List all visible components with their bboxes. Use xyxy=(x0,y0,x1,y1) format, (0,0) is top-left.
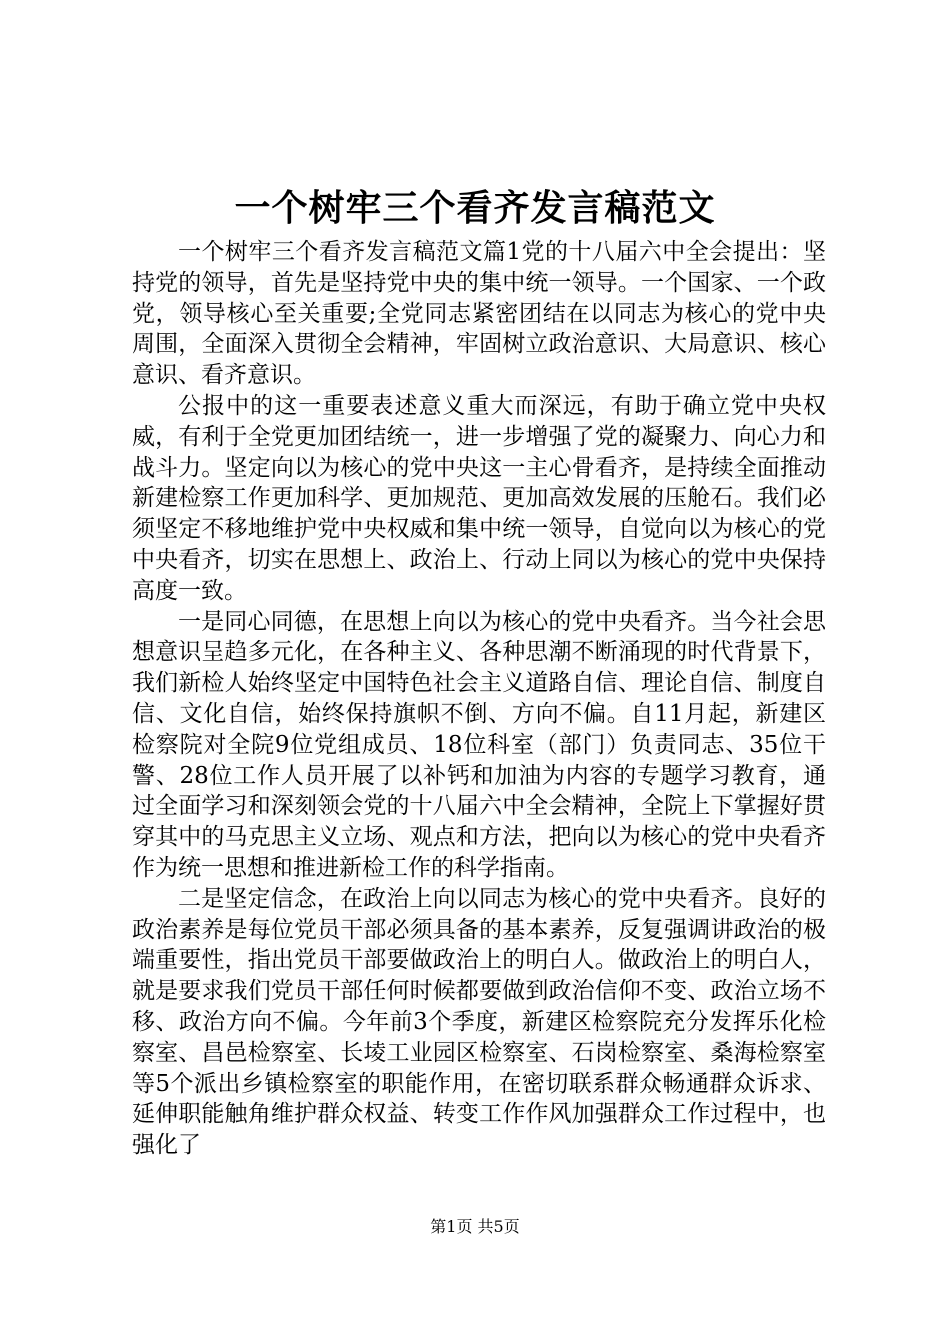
document-body xyxy=(132,237,826,1161)
document-title: 一个树牢三个看齐发言稿范文 xyxy=(234,187,716,229)
page-number: 第1页 xyxy=(430,1217,473,1236)
paragraph: 一是同心同德，在思想上向以为核心的党中央看齐。当今社会思想意识呈趋多元化，在各种主义、各种思潮不断涌现的时代背景下，我们新检人始终坚定中国特色社会主义道路自信、理论自信、制度自信、文化自信，始终保持旗帜不倒、方向不偏。自11月起，新建区检察院对全院9位党组成员、18位科室（部门）负责同志、35位干警、28位工作人员开展了以补钙和加油为内容的专题学习教育，通过全面学习和深刻领会党的十八届六中全会精神，全院上下掌握好贯穿其中的马克思主义立场、观点和方法，把向以为核心的党中央看齐作为统一思想和推进新检工作的科学指南。 xyxy=(132,608,826,881)
paragraph: 公报中的这一重要表述意义重大而深远，有助于确立党中央权威，有利于全党更加团结统一，进一步增强了党的凝聚力、向心力和战斗力。坚定向以为核心的党中央这一主心骨看齐，是持续全面推动新建检察工作更加科学、更加规范、更加高效发展的压舱石。我们必须坚定不移地维护党中央权威和集中统一领导，自觉向以为核心的党中央看齐，切实在思想上、政治上、行动上同以为核心的党中央保持高度一致。 xyxy=(132,392,826,604)
paragraph: 一个树牢三个看齐发言稿范文篇1党的十八届六中全会提出：坚持党的领导，首先是坚持党中央的集中统一领导。一个国家、一个政党，领导核心至关重要;全党同志紧密团结在以同志为核心的党中央周围，全面深入贯彻全会精神，牢固树立政治意识、大局意识、核心意识、看齐意识。 xyxy=(132,239,826,389)
paragraph: 二是坚定信念，在政治上向以同志为核心的党中央看齐。良好的政治素养是每位党员干部必须具备的基本素养，反复强调讲政治的极端重要性，指出党员干部要做政治上的明白人。做政治上的明白人，就是要求我们党员干部任何时候都要做到政治信仰不变、政治立场不移、政治方向不偏。今年前3个季度，新建区检察院充分发挥乐化检察室、昌邑检察室、长堎工业园区检察室、石岗检察室、桑海检察室等5个派出乡镇检察室的职能作用，在密切联系群众畅通群众诉求、延伸职能触角维护群众权益、转变工作作风加强群众工作过程中，也强化了 xyxy=(132,885,826,1159)
page-footer xyxy=(0,1216,950,1238)
page-total: 共5页 xyxy=(477,1217,520,1236)
